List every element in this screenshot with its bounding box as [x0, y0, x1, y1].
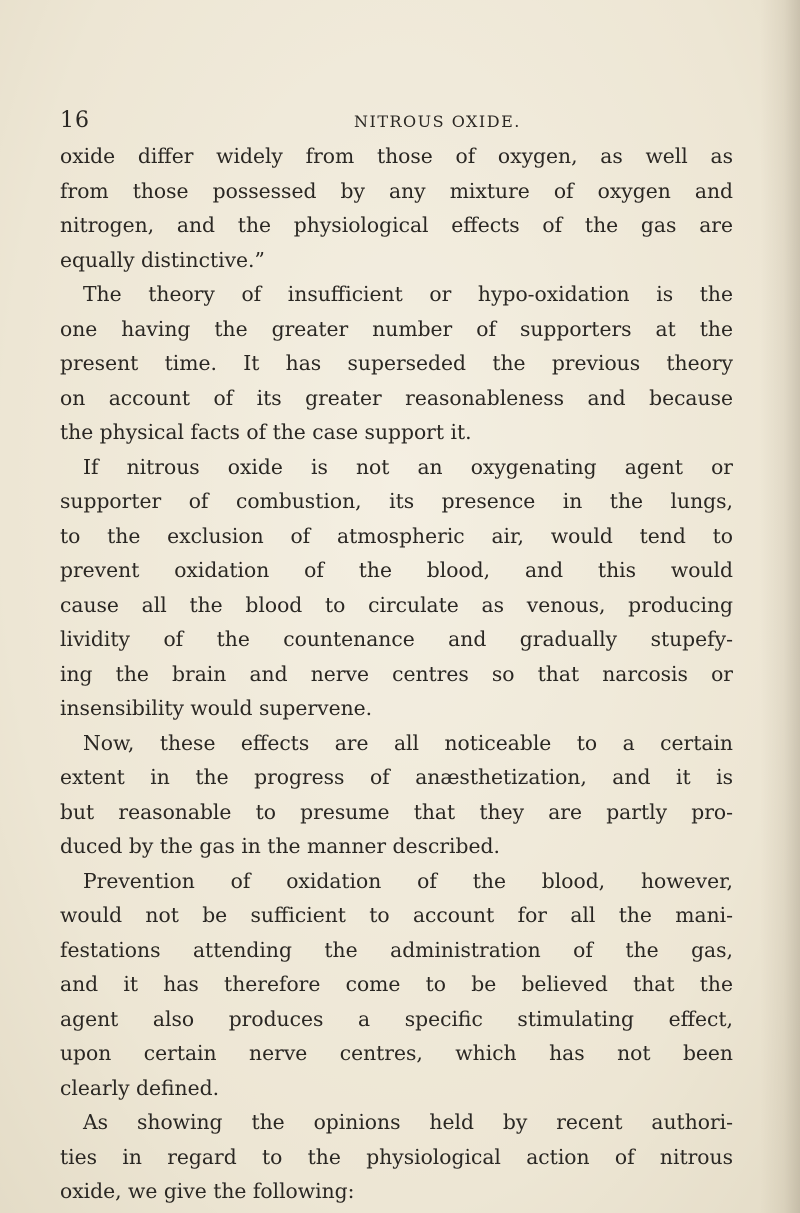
text-line: festations attending the administration of the gas,: [60, 937, 733, 962]
page-edge-shadow: [760, 0, 800, 1213]
text-line: oxide, we give the following:: [60, 1179, 355, 1203]
text-line: As showing the opinions held by recent authori-: [83, 1110, 733, 1134]
text-line: duced by the gas in the manner described.: [60, 834, 500, 858]
text-line: ties in regard to the physiological action of nitrous: [60, 1144, 733, 1169]
text-line: ing the brain and nerve centres so that narcosis or: [60, 661, 733, 686]
text-line: on account of its greater reasonableness and because: [60, 385, 733, 410]
text-line: If nitrous oxide is not an oxygenating agent or: [83, 454, 733, 479]
text-line: prevent oxidation of the blood, and this would: [60, 558, 733, 582]
page-number: 16: [60, 108, 90, 133]
text-line: upon certain nerve centres, which has not been: [60, 1041, 733, 1065]
text-line: agent also produces a specific stimulating effect,: [60, 1006, 733, 1031]
running-title: NITROUS OXIDE.: [354, 112, 521, 131]
text-line: equally distinctive.”: [60, 247, 265, 272]
text-line: one having the greater number of supporters at the: [60, 316, 733, 341]
body-text: [60, 139, 733, 1209]
text-line: present time. It has superseded the previous theory: [60, 351, 733, 375]
text-line: would not be sufficient to account for all the mani-: [60, 903, 733, 927]
text-line: the physical facts of the case support it.: [60, 420, 472, 444]
text-line: and it has therefore come to be believed that the: [60, 972, 733, 996]
text-line: from those possessed by any mixture of oxygen and: [60, 178, 733, 203]
text-line: extent in the progress of anæsthetization, and it is: [60, 765, 733, 789]
text-line: nitrogen, and the physiological effects of the gas are: [60, 213, 733, 237]
text-line: lividity of the countenance and gradually stupefy-: [60, 627, 733, 651]
text-line: The theory of insufficient or hypo-oxidation is the: [83, 282, 733, 306]
text-line: Prevention of oxidation of the blood, however,: [83, 868, 733, 893]
text-line: to the exclusion of atmospheric air, would tend to: [60, 523, 733, 548]
text-line: supporter of combustion, its presence in the lungs,: [60, 489, 733, 513]
text-line: oxide differ widely from those of oxygen, as well as: [60, 144, 733, 168]
text-line: Now, these effects are all noticeable to a certain: [83, 730, 733, 755]
text-line: but reasonable to presume that they are partly pro-: [60, 799, 733, 824]
text-line: insensibility would supervene.: [60, 696, 373, 720]
page-header: [60, 108, 760, 138]
text-line: cause all the blood to circulate as venous, producing: [60, 592, 733, 617]
text-line: clearly defined.: [60, 1075, 220, 1100]
